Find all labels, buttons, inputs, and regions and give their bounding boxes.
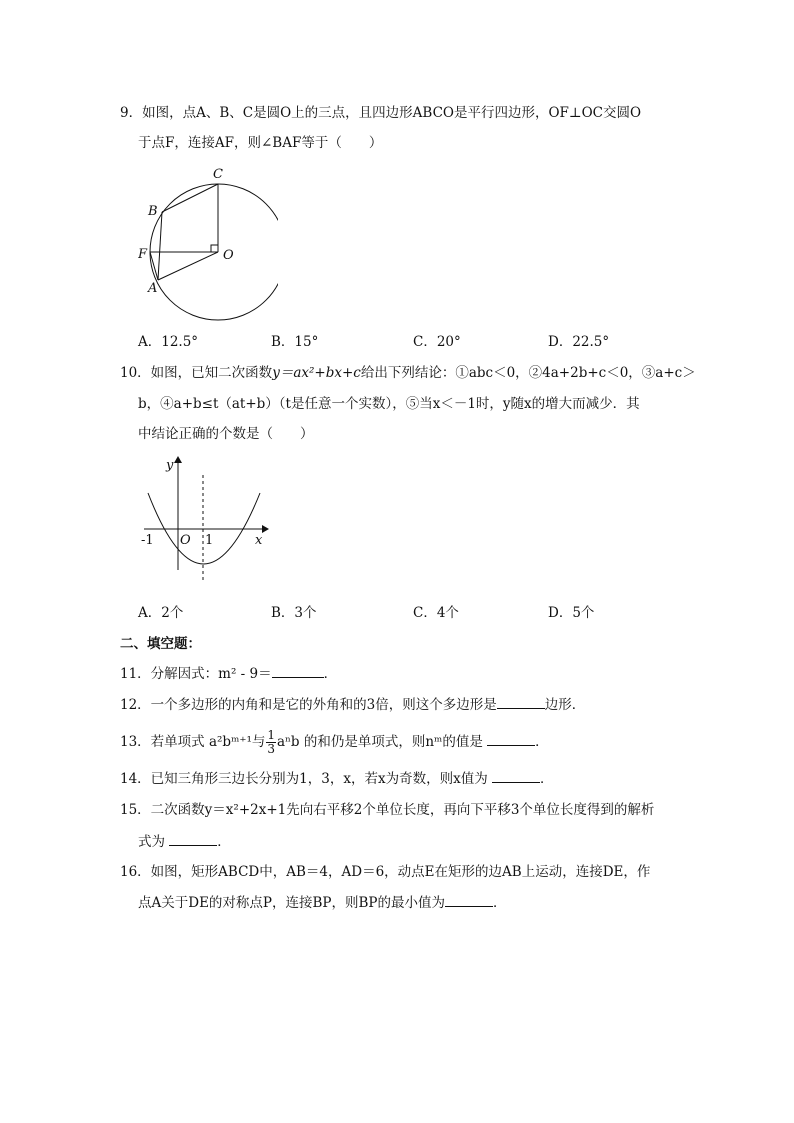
q16-line-2 — [138, 892, 507, 913]
q16-text: 点A关于DE的对称点P，连接BP，则BP的最小值为 — [138, 895, 446, 911]
q10-line-1-a: 10．如图，已知二次函数 — [120, 365, 273, 381]
q10-option-d[interactable]: D．5个 — [548, 605, 595, 621]
q14-text: 14．已知三角形三边长分别为1，3，x，若x为奇数，则x值为 — [120, 771, 492, 787]
q16-line-1: 16．如图，矩形ABCD中，AB＝4，AD＝6，动点E在矩形的边AB上运动，连接DE，作 — [120, 864, 651, 880]
label-neg1: -1 — [141, 533, 154, 548]
q11-suffix: ． — [323, 666, 338, 682]
q12-blank[interactable] — [497, 694, 545, 709]
q9-option-d[interactable]: D．22.5° — [548, 334, 610, 350]
q10-option-b[interactable]: B．3个 — [271, 605, 317, 621]
q15-line-2 — [138, 831, 231, 852]
q11 — [120, 663, 337, 684]
label-a: A — [148, 281, 158, 296]
q13-frac-num: 1 — [267, 728, 276, 742]
q13-term: aⁿb — [277, 734, 300, 750]
label-o: O — [180, 533, 191, 548]
q15-suffix: ． — [217, 834, 231, 850]
q12-text: 12．一个多边形的内角和是它的外角和的3倍，则这个多边形是 — [120, 697, 497, 713]
q13-frac-den: 3 — [267, 742, 276, 756]
q14 — [120, 768, 554, 789]
q15-line-1: 15．二次函数y＝x²+2x+1先向右平移2个单位长度，再向下平移3个单位长度得到的解析 — [120, 802, 655, 818]
q10-line-1 — [120, 363, 696, 383]
q11-blank[interactable] — [272, 663, 324, 678]
q13-suffix: ． — [535, 734, 549, 750]
q12 — [120, 694, 585, 715]
q10-line-3: 中结论正确的个数是（ ） — [138, 426, 314, 442]
q16-blank[interactable] — [445, 892, 493, 907]
label-f: F — [138, 247, 148, 262]
segment-bc — [162, 184, 218, 212]
y-axis-arrow — [174, 456, 182, 463]
q12-suffix: 边形． — [544, 697, 586, 713]
label-x: x — [255, 533, 263, 548]
q9-option-a[interactable]: A．12.5° — [138, 334, 199, 350]
q10-line-1-b: 给出下列结论：①abc＜0，②4a+2b+c＜0，③a+c＞ — [360, 365, 696, 381]
q9-option-b[interactable]: B．15° — [271, 334, 319, 350]
q10-function: y＝ax²+bx+c — [272, 365, 361, 381]
q14-suffix: ． — [540, 771, 554, 787]
q9-line-1: 9．如图，点A、B、C是圆O上的三点，且四边形ABCO是平行四边形，OF⊥OC交圆O — [120, 105, 642, 121]
q16-suffix: ． — [493, 895, 507, 911]
q15-blank[interactable] — [169, 831, 217, 846]
q14-blank[interactable] — [492, 768, 540, 783]
q10-option-c[interactable]: C．4个 — [413, 605, 459, 621]
q11-text: 11．分解因式：m² - 9＝ — [120, 666, 272, 682]
q15-text: 式为 — [138, 834, 170, 850]
q13-fraction — [266, 729, 276, 756]
segment-ab — [158, 212, 162, 280]
q9-circle-figure — [138, 162, 278, 322]
q13-mid: 的和仍是单项式，则nᵐ的值是 — [299, 734, 488, 750]
label-y: y — [166, 458, 174, 473]
label-c: C — [213, 167, 223, 182]
q13-text: 13．若单项式 a²bᵐ⁺¹与 — [120, 734, 266, 750]
q9-options — [138, 330, 658, 350]
q9-option-c[interactable]: C．20° — [413, 334, 461, 350]
label-1: 1 — [205, 533, 214, 548]
q10-parabola-figure — [138, 455, 278, 590]
x-axis-arrow — [262, 525, 269, 533]
label-o: O — [223, 248, 234, 263]
right-angle-mark — [211, 245, 218, 252]
q13-blank[interactable] — [487, 731, 535, 746]
q9-line-2: 于点F，连接AF，则∠BAF等于（ ） — [138, 135, 383, 151]
q10-line-2: b，④a+b≤t（at+b）（t是任意一个实数），⑤当x＜－1时，y随x的增大而减少．其 — [138, 396, 640, 412]
section-heading-fill-blank: 二、填空题： — [120, 636, 201, 652]
q10-options — [138, 601, 658, 621]
label-b: B — [148, 204, 158, 219]
segment-oa — [158, 252, 218, 280]
q13 — [120, 728, 549, 756]
q10-option-a[interactable]: A．2个 — [138, 605, 184, 621]
